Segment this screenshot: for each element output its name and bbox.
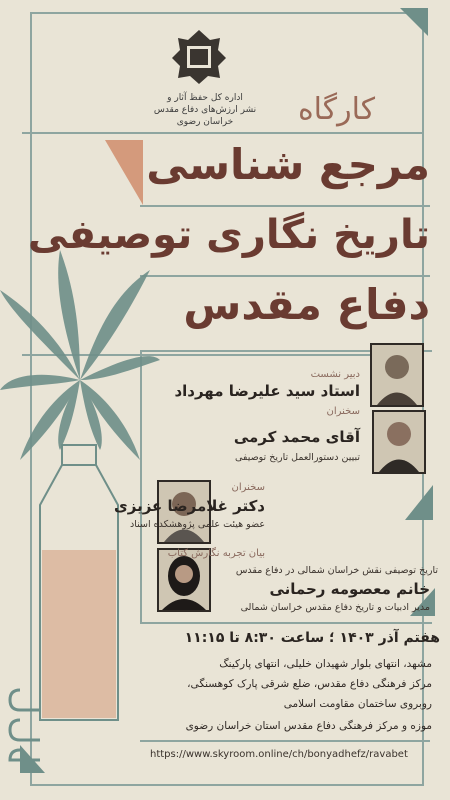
address-line-4: موزه و مرکز فرهنگی دفاع مقدس استان خراسان رضوی bbox=[185, 720, 432, 732]
address-line-2: مرکز فرهنگی دفاع مقدس، ضلع شرقی پارک کوهسنگی، bbox=[187, 678, 432, 690]
speaker-1-role: دبیر نشست bbox=[310, 369, 360, 380]
speaker-2-desc: تبیین دستورالعمل تاریخ توصیفی bbox=[234, 452, 360, 463]
title-line-3: دفاع مقدس bbox=[183, 280, 430, 329]
frame-bottom-rule bbox=[140, 740, 430, 742]
frame-mid-rule bbox=[140, 205, 430, 207]
organization-name bbox=[150, 92, 260, 128]
speaker-2-role: سخنران bbox=[326, 406, 360, 417]
corner-triangle-top-left bbox=[105, 140, 143, 205]
speaker-1-photo bbox=[370, 343, 424, 407]
speaker-2-name: آقای محمد کرمی bbox=[233, 428, 360, 446]
speaker-3-role: سخنران bbox=[231, 482, 265, 493]
title-line-2: تاریخ نگاری توصیفی bbox=[27, 212, 430, 258]
speaker-4-desc: مدیر ادبیات و تاریخ دفاع مقدس خراسان شمالی bbox=[240, 602, 430, 613]
address-line-1: مشهد، انتهای بلوار شهیدان خلیلی، انتهای پارکینگ bbox=[219, 658, 432, 670]
address-line-3: روبروی ساختمان مقاومت اسلامی bbox=[283, 698, 432, 710]
speaker-2-photo bbox=[372, 410, 426, 474]
organization-emblem-icon bbox=[170, 28, 228, 86]
title-line-1: مرجع شناسی bbox=[146, 140, 430, 189]
speaker-4-role: بیان تجربه نگارش کتاب bbox=[167, 548, 265, 559]
skyroom-link[interactable]: https://www.skyroom.online/ch/bonyadhefz/ravabet bbox=[150, 749, 408, 760]
speaker-4-topic: تاریخ توصیفی نقش خراسان شمالی در دفاع مقدس bbox=[235, 565, 438, 576]
org-line-2: نشر ارزش‌های دفاع مقدس bbox=[153, 105, 257, 115]
speaker-1-name: استاد سید علیرضا مهرداد bbox=[174, 382, 360, 400]
speaker-3-name: دکتر غلامرضا عزیزی bbox=[114, 497, 265, 515]
corner-triangle-mid-right bbox=[405, 485, 433, 520]
event-type: کارگاه bbox=[297, 92, 375, 127]
frame-mid-rule-2 bbox=[140, 275, 430, 277]
corner-triangle-top-right bbox=[400, 8, 428, 36]
event-datetime: هفتم آذر ۱۴۰۳ ؛ ساعت ۸:۳۰ تا ۱۱:۱۵ bbox=[184, 630, 440, 646]
speaker-3-desc: عضو هیئت علمی پژوهشکده اسناد bbox=[130, 519, 265, 530]
speaker-4-name: خانم معصومه رحمانی bbox=[269, 580, 430, 598]
org-line-3: خراسان رضوی bbox=[176, 117, 234, 127]
org-line-1: اداره کل حفظ آثار و bbox=[167, 93, 243, 103]
